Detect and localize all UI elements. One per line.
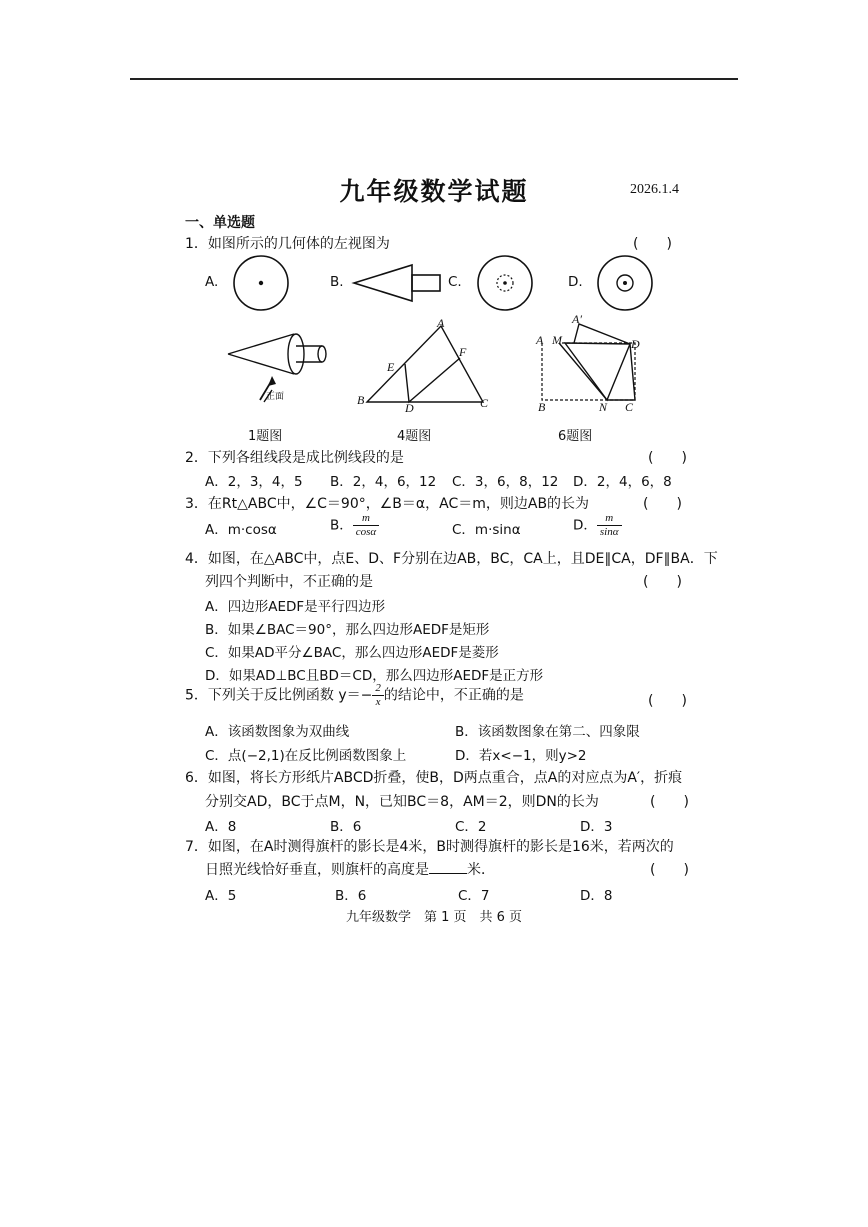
- q7-answer-blank[interactable]: [429, 861, 467, 874]
- q7-option-d: D．8: [580, 888, 613, 904]
- q4-option-a: A．四边形AEDF是平行四边形: [205, 599, 386, 615]
- q1-option-d-label: D.: [568, 274, 583, 290]
- q3-option-a: A．m·cosα: [205, 522, 277, 538]
- q3-option-b: [330, 512, 379, 539]
- top-rule: [130, 78, 738, 80]
- fig6-point-b: B: [538, 400, 546, 414]
- q7-stem-line2: [205, 859, 495, 879]
- fig6-caption: 6题图: [558, 429, 593, 444]
- q1-stem: 1．如图所示的几何体的左视图为: [185, 236, 390, 252]
- q4-triangle-figure: [355, 316, 495, 416]
- q4-option-b: B．如果∠BAC＝90°，那么四边形AEDF是矩形: [205, 622, 490, 638]
- q7-option-a: A．5: [205, 888, 237, 904]
- q3-option-d-denominator: sinα: [599, 526, 619, 538]
- q1-option-c-label: C.: [448, 274, 462, 290]
- fig4-point-a: A: [437, 316, 445, 330]
- fig4-caption: 4题图: [397, 429, 432, 444]
- q3-option-b-fraction: [353, 512, 379, 539]
- q4-option-c: C．如果AD平分∠BAC，那么四边形AEDF是菱形: [205, 645, 499, 661]
- page-footer: 九年级数学 第 1 页 共 6 页: [345, 910, 523, 925]
- fig6-point-n: N: [599, 400, 608, 414]
- q2-option-a: A．2，3，4，5: [205, 474, 303, 490]
- q4-stem-line2: 列四个判断中，不正确的是: [205, 574, 373, 590]
- fig4-point-c: C: [480, 396, 489, 410]
- q3-option-d-label: D．: [573, 517, 597, 534]
- q1-option-d-figure: [594, 252, 658, 316]
- front-view-label: 正面: [266, 392, 285, 402]
- q3-option-d-numerator: m: [597, 512, 622, 526]
- fig1-caption: 1题图: [248, 429, 283, 444]
- q7-stem-pre: 日照光线恰好垂直，则旗杆的高度是: [205, 862, 429, 878]
- q3-answer-paren: ( ): [643, 496, 682, 512]
- q2-option-b: B．2，4，6，12: [330, 474, 437, 490]
- q6-option-d: D．3: [580, 819, 613, 835]
- q2-option-c: C．3，6，8，12: [452, 474, 559, 490]
- q6-stem-line1: 6．如图，将长方形纸片ABCD折叠，使B，D两点重合，点A的对应点为A′，折痕: [185, 770, 683, 786]
- q3-option-b-denominator: cosα: [355, 526, 377, 538]
- fig6-point-m: M: [552, 333, 562, 347]
- q7-stem-line1: 7．如图，在A时测得旗杆的影长是4米，B时测得旗杆的影长是16米，若两次的: [185, 839, 674, 855]
- q7-answer-paren: ( ): [650, 862, 689, 878]
- q1-option-c-figure: [474, 252, 538, 316]
- q2-option-d: D．2，4，6，8: [573, 474, 672, 490]
- q3-option-d-fraction: [597, 512, 622, 539]
- q4-stem-line1: 4．如图，在△ABC中，点E、D、F分别在边AB，BC，CA上，且DE∥CA，DF∥BA．下: [185, 551, 718, 567]
- q6-option-c: C．2: [455, 819, 487, 835]
- q3-option-b-numerator: m: [353, 512, 379, 526]
- q6-option-b: B．6: [330, 819, 362, 835]
- q7-stem-post: 米．: [467, 862, 495, 878]
- q4-option-d: D．如果AD⊥BC且BD＝CD，那么四边形AEDF是正方形: [205, 668, 544, 684]
- q5-fraction: [372, 682, 384, 709]
- fig6-point-a-prime: A′: [572, 312, 582, 326]
- q5-option-a: A．该函数图象为双曲线: [205, 724, 350, 740]
- q1-option-b-figure: [352, 262, 444, 306]
- q1-option-a-label: A.: [205, 274, 219, 290]
- q5-option-b: B．该函数图象在第二、四象限: [455, 724, 640, 740]
- fig4-point-b: B: [357, 393, 365, 407]
- q3-option-d: [573, 512, 622, 539]
- q5-answer-paren: ( ): [648, 693, 687, 709]
- fig6-point-d: D: [631, 337, 640, 351]
- q6-stem-line2: 分别交AD，BC于点M，N，已知BC＝8，AM＝2，则DN的长为: [205, 794, 599, 810]
- q1-answer-paren: ( ): [633, 236, 672, 252]
- fig4-point-e: E: [387, 360, 395, 374]
- q2-answer-paren: ( ): [648, 450, 687, 466]
- q5-stem: [185, 682, 524, 709]
- page-title: 九年级数学试题: [339, 177, 529, 206]
- q5-stem-pre: 5．下列关于反比例函数 y＝−: [185, 687, 373, 704]
- q4-answer-paren: ( ): [643, 574, 682, 590]
- q5-denominator: x: [375, 696, 381, 708]
- q1-option-b-label: B.: [330, 274, 344, 290]
- q5-option-c: C．点(−2,1)在反比例函数图象上: [205, 748, 407, 764]
- q3-option-c: C．m·sinα: [452, 522, 521, 538]
- q3-option-b-label: B．: [330, 517, 353, 534]
- q1-option-a-figure: [230, 252, 294, 316]
- q7-option-b: B．6: [335, 888, 367, 904]
- section-heading: 一、单选题: [185, 215, 255, 231]
- fig6-point-c: C: [625, 400, 634, 414]
- fig4-point-d: D: [405, 401, 414, 415]
- exam-date: 2026.1.4: [630, 182, 679, 197]
- q6-option-a: A．8: [205, 819, 237, 835]
- q5-stem-post: 的结论中，不正确的是: [383, 687, 524, 704]
- q7-option-c: C．7: [458, 888, 490, 904]
- q5-numerator: 2: [372, 682, 384, 696]
- fig6-point-a: A: [536, 333, 544, 347]
- q3-stem: 3．在Rt△ABC中，∠C＝90°，∠B＝α，AC＝m，则边AB的长为: [185, 496, 590, 512]
- fig4-point-f: F: [459, 345, 467, 359]
- q2-stem: 2．下列各组线段是成比例线段的是: [185, 450, 404, 466]
- q5-option-d: D．若x<−1，则y>2: [455, 748, 587, 764]
- q6-answer-paren: ( ): [650, 794, 689, 810]
